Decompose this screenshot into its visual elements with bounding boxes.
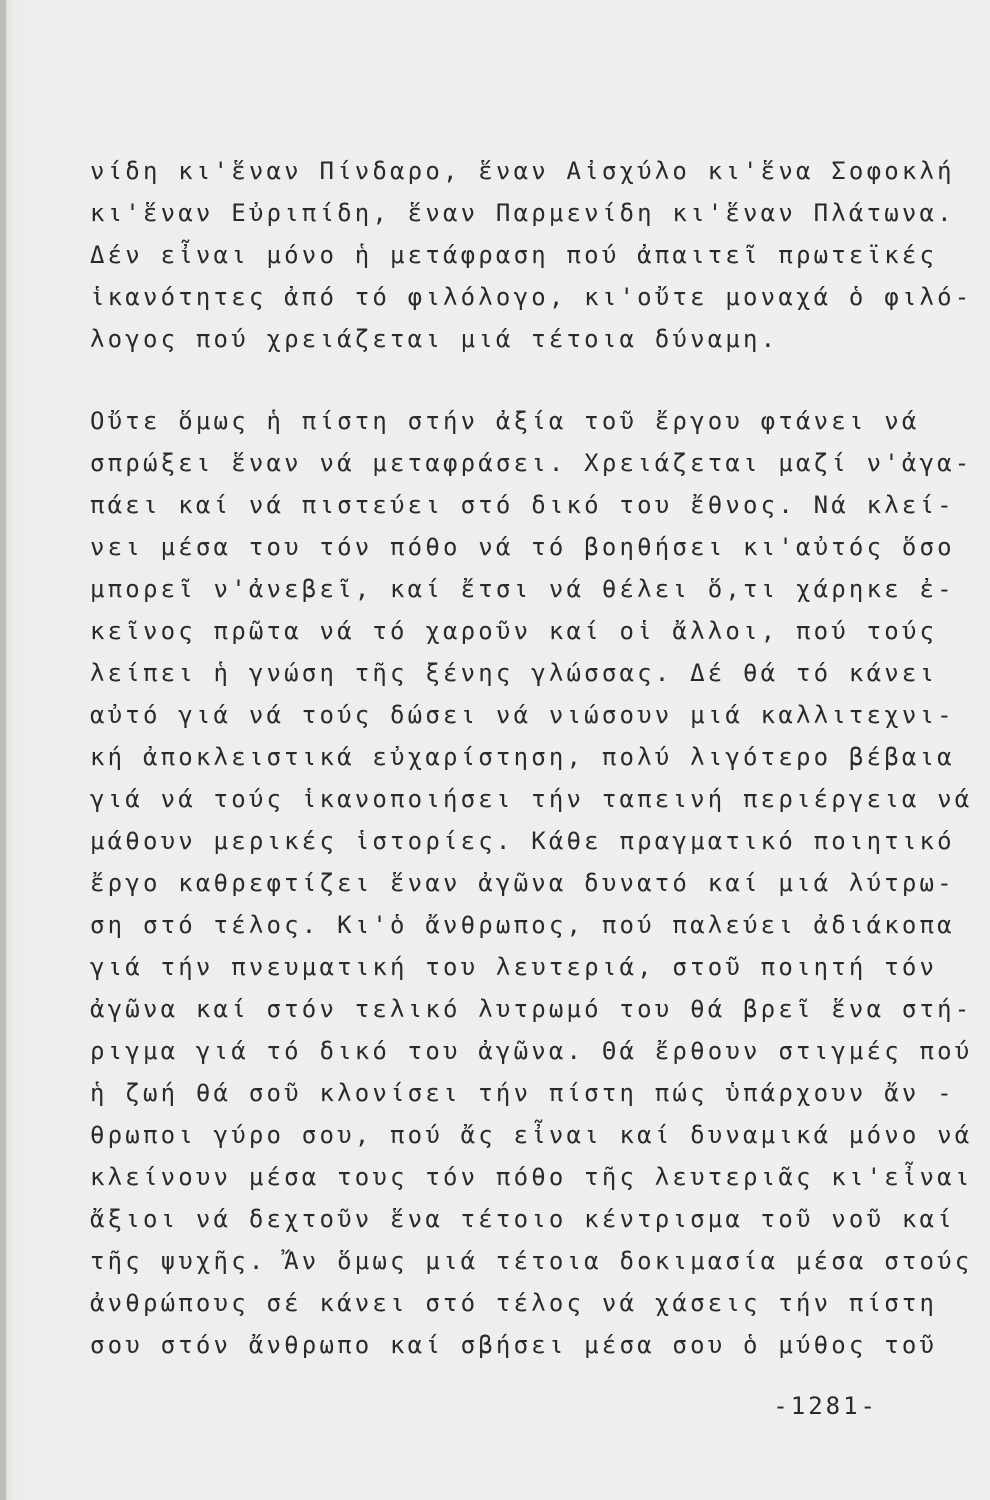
text-line: ριγμα γιά τό δικό του ἀγῶνα. Θά ἔρθουν στιγμές πού	[90, 1037, 973, 1065]
paragraph-break	[90, 360, 930, 400]
text-line: ἡ ζωή θά σοῦ κλονίσει τήν πίστη πώς ὑπάρχουν ἄν -	[90, 1079, 955, 1107]
paragraph-2	[90, 400, 973, 1366]
text-line: τῆς ψυχῆς. Ἄν ὅμως μιά τέτοια δοκιμασία μέσα στούς	[90, 1247, 973, 1275]
text-line: μπορεῖ ν'ἀνεβεῖ, καί ἔτσι νά θέλει ὅ,τι χάρηκε ἐ-	[90, 575, 955, 603]
text-line: πάει καί νά πιστεύει στό δικό του ἔθνος. Νά κλεί-	[90, 491, 955, 519]
paragraph-1	[90, 150, 973, 360]
text-line: νει μέσα του τόν πόθο νά τό βοηθήσει κι'αὐτός ὅσο	[90, 533, 955, 561]
text-line: ση στό τέλος. Κι'ὁ ἄνθρωπος, πού παλεύει ἀδιάκοπα	[90, 911, 955, 939]
text-line: κι'ἕναν Εὐριπίδη, ἕναν Παρμενίδη κι'ἕναν Πλάτωνα.	[90, 199, 955, 227]
text-line: γιά νά τούς ἱκανοποιήσει τήν ταπεινή περιέργεια νά	[90, 785, 973, 813]
text-line: ἀνθρώπους σέ κάνει στό τέλος νά χάσεις τήν πίστη	[90, 1289, 938, 1317]
text-line: κή ἀποκλειστικά εὐχαρίστηση, πολύ λιγότερο βέβαια	[90, 743, 955, 771]
text-line: νίδη κι'ἕναν Πίνδαρο, ἕναν Αἰσχύλο κι'ἕνα Σοφοκλή	[90, 157, 955, 185]
text-line: ἄξιοι νά δεχτοῦν ἕνα τέτοιο κέντρισμα τοῦ νοῦ καί	[90, 1205, 955, 1233]
text-line: μάθουν μερικές ἱστορίες. Κάθε πραγματικό ποιητικό	[90, 827, 955, 855]
page-number: -1281-	[773, 1392, 878, 1420]
text-line: ἔργο καθρεφτίζει ἕναν ἀγῶνα δυνατό καί μιά λύτρω-	[90, 869, 955, 897]
text-line: κλείνουν μέσα τους τόν πόθο τῆς λευτεριᾶς κι'εἶναι	[90, 1163, 973, 1191]
text-line: θρωποι γύρο σου, πού ἄς εἶναι καί δυναμικά μόνο νά	[90, 1121, 973, 1149]
text-line: κεῖνος πρῶτα νά τό χαροῦν καί οἱ ἄλλοι, πού τούς	[90, 617, 938, 645]
text-line: ἀγῶνα καί στόν τελικό λυτρωμό του θά βρεῖ ἕνα στή-	[90, 995, 973, 1023]
text-line: γιά τήν πνευματική του λευτεριά, στοῦ ποιητή τόν	[90, 953, 938, 981]
text-line: αὐτό γιά νά τούς δώσει νά νιώσουν μιά καλλιτεχνι-	[90, 701, 955, 729]
body-text	[90, 150, 973, 1366]
text-line: Δέν εἶναι μόνο ἡ μετάφραση πού ἀπαιτεῖ πρωτεϊκές	[90, 241, 938, 269]
page-binding-edge	[0, 0, 6, 1500]
text-line: λείπει ἡ γνώση τῆς ξένης γλώσσας. Δέ θά τό κάνει	[90, 659, 938, 687]
text-line: ἱκανότητες ἀπό τό φιλόλογο, κι'οὔτε μοναχά ὁ φιλό-	[90, 283, 973, 311]
text-line: σπρώξει ἕναν νά μεταφράσει. Χρειάζεται μαζί ν'ἀγα-	[90, 449, 973, 477]
text-line: σου στόν ἄνθρωπο καί σβήσει μέσα σου ὁ μύθος τοῦ	[90, 1331, 938, 1359]
text-line: Οὔτε ὅμως ἡ πίστη στήν ἀξία τοῦ ἔργου φτάνει νά	[90, 407, 920, 435]
text-line: λογος πού χρειάζεται μιά τέτοια δύναμη.	[90, 325, 779, 353]
